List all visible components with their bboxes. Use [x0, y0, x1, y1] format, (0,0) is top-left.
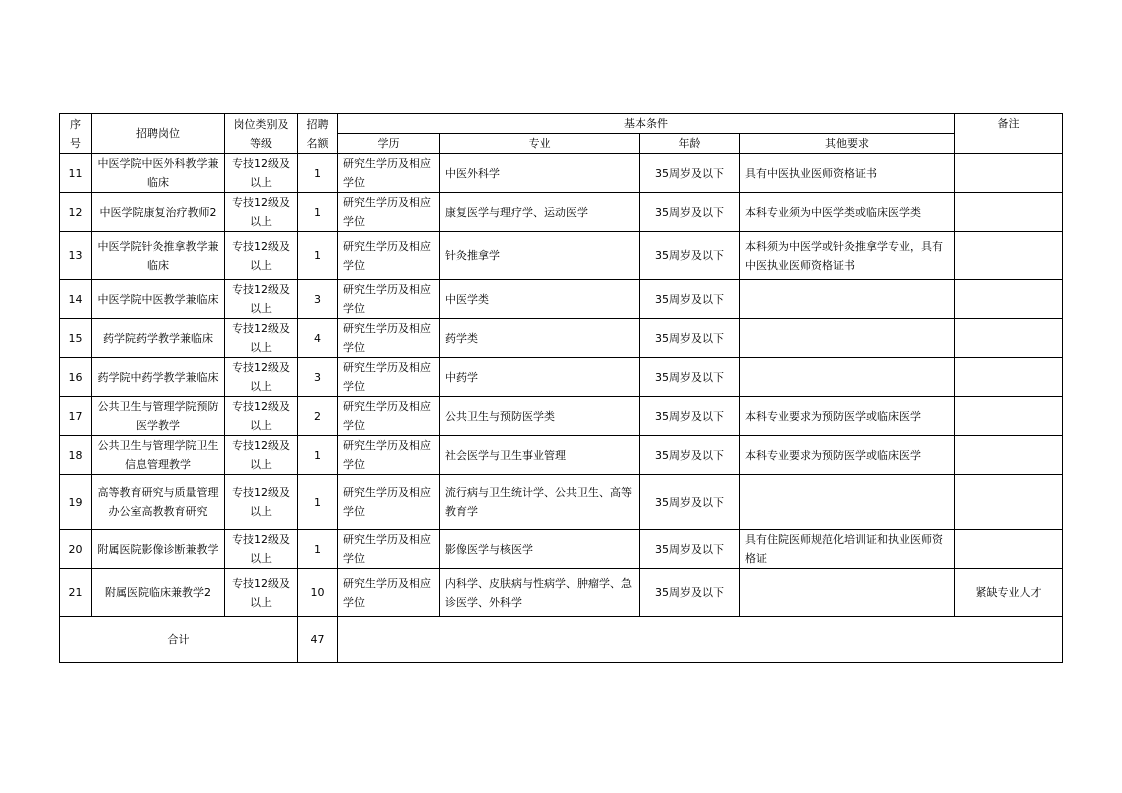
cell-category: 专技12级及以上 [225, 569, 298, 617]
cell-other [740, 475, 955, 530]
cell-major: 流行病与卫生统计学、公共卫生、高等教育学 [440, 475, 640, 530]
cell-education: 研究生学历及相应学位 [338, 280, 440, 319]
cell-seq: 19 [60, 475, 92, 530]
cell-seq: 14 [60, 280, 92, 319]
cell-education: 研究生学历及相应学位 [338, 436, 440, 475]
cell-other [740, 569, 955, 617]
cell-other: 具有住院医师规范化培训证和执业医师资格证 [740, 530, 955, 569]
cell-seq: 11 [60, 154, 92, 193]
cell-position: 附属医院临床兼教学2 [92, 569, 225, 617]
table-row [60, 436, 1063, 475]
cell-major: 中医外科学 [440, 154, 640, 193]
cell-seq: 12 [60, 193, 92, 232]
cell-count: 2 [298, 397, 338, 436]
header-basic-conditions: 基本条件 [338, 114, 955, 134]
cell-age: 35周岁及以下 [640, 436, 740, 475]
cell-position: 公共卫生与管理学院预防医学教学 [92, 397, 225, 436]
cell-other: 本科专业须为中医学类或临床医学类 [740, 193, 955, 232]
cell-count: 1 [298, 436, 338, 475]
cell-age: 35周岁及以下 [640, 319, 740, 358]
cell-age: 35周岁及以下 [640, 397, 740, 436]
cell-count: 4 [298, 319, 338, 358]
cell-age: 35周岁及以下 [640, 358, 740, 397]
cell-education: 研究生学历及相应学位 [338, 569, 440, 617]
cell-other [740, 358, 955, 397]
cell-age: 35周岁及以下 [640, 280, 740, 319]
header-remarks: 备注 [955, 114, 1063, 154]
table-row [60, 319, 1063, 358]
cell-other [740, 280, 955, 319]
header-education: 学历 [338, 134, 440, 154]
header-position: 招聘岗位 [92, 114, 225, 154]
cell-remarks [955, 319, 1063, 358]
header-category: 岗位类别及等级 [225, 114, 298, 154]
cell-major: 社会医学与卫生事业管理 [440, 436, 640, 475]
cell-count: 1 [298, 232, 338, 280]
cell-major: 康复医学与理疗学、运动医学 [440, 193, 640, 232]
cell-other [740, 319, 955, 358]
cell-seq: 17 [60, 397, 92, 436]
cell-age: 35周岁及以下 [640, 232, 740, 280]
recruitment-table [59, 113, 1063, 663]
cell-education: 研究生学历及相应学位 [338, 358, 440, 397]
table-row [60, 154, 1063, 193]
cell-age: 35周岁及以下 [640, 475, 740, 530]
cell-position: 中医学院针灸推拿教学兼临床 [92, 232, 225, 280]
cell-position: 附属医院影像诊断兼教学 [92, 530, 225, 569]
cell-category: 专技12级及以上 [225, 475, 298, 530]
cell-major: 影像医学与核医学 [440, 530, 640, 569]
cell-count: 1 [298, 530, 338, 569]
cell-category: 专技12级及以上 [225, 358, 298, 397]
cell-remarks [955, 154, 1063, 193]
cell-count: 10 [298, 569, 338, 617]
total-count: 47 [298, 617, 338, 663]
cell-position: 中医学院中医外科教学兼临床 [92, 154, 225, 193]
cell-remarks [955, 280, 1063, 319]
cell-education: 研究生学历及相应学位 [338, 319, 440, 358]
total-row [60, 617, 1063, 663]
cell-age: 35周岁及以下 [640, 530, 740, 569]
cell-position: 高等教育研究与质量管理办公室高教教育研究 [92, 475, 225, 530]
cell-major: 内科学、皮肤病与性病学、肿瘤学、急诊医学、外科学 [440, 569, 640, 617]
cell-remarks [955, 232, 1063, 280]
cell-age: 35周岁及以下 [640, 569, 740, 617]
cell-seq: 13 [60, 232, 92, 280]
cell-seq: 16 [60, 358, 92, 397]
cell-remarks [955, 530, 1063, 569]
cell-category: 专技12级及以上 [225, 193, 298, 232]
cell-education: 研究生学历及相应学位 [338, 530, 440, 569]
cell-education: 研究生学历及相应学位 [338, 397, 440, 436]
cell-position: 中医学院中医教学兼临床 [92, 280, 225, 319]
cell-category: 专技12级及以上 [225, 154, 298, 193]
cell-remarks [955, 436, 1063, 475]
table-row [60, 569, 1063, 617]
header-other: 其他要求 [740, 134, 955, 154]
table-row [60, 232, 1063, 280]
cell-remarks [955, 397, 1063, 436]
cell-position: 公共卫生与管理学院卫生信息管理教学 [92, 436, 225, 475]
cell-count: 1 [298, 154, 338, 193]
header-major: 专业 [440, 134, 640, 154]
cell-major: 中药学 [440, 358, 640, 397]
cell-category: 专技12级及以上 [225, 232, 298, 280]
cell-category: 专技12级及以上 [225, 280, 298, 319]
cell-education: 研究生学历及相应学位 [338, 475, 440, 530]
cell-other: 本科专业要求为预防医学或临床医学 [740, 436, 955, 475]
header-seq: 序号 [60, 114, 92, 154]
cell-major: 药学类 [440, 319, 640, 358]
total-label: 合计 [60, 617, 298, 663]
cell-category: 专技12级及以上 [225, 530, 298, 569]
cell-position: 药学院中药学教学兼临床 [92, 358, 225, 397]
cell-count: 1 [298, 193, 338, 232]
header-age: 年龄 [640, 134, 740, 154]
cell-category: 专技12级及以上 [225, 319, 298, 358]
cell-major: 中医学类 [440, 280, 640, 319]
total-empty [338, 617, 1063, 663]
cell-age: 35周岁及以下 [640, 154, 740, 193]
table-row [60, 280, 1063, 319]
cell-category: 专技12级及以上 [225, 397, 298, 436]
cell-remarks [955, 193, 1063, 232]
cell-remarks [955, 475, 1063, 530]
header-count: 招聘名额 [298, 114, 338, 154]
table-row [60, 530, 1063, 569]
cell-other: 本科专业要求为预防医学或临床医学 [740, 397, 955, 436]
cell-position: 药学院药学教学兼临床 [92, 319, 225, 358]
cell-education: 研究生学历及相应学位 [338, 154, 440, 193]
cell-count: 3 [298, 358, 338, 397]
header-row-1 [60, 114, 1063, 134]
table-row [60, 475, 1063, 530]
cell-remarks [955, 358, 1063, 397]
cell-major: 针灸推拿学 [440, 232, 640, 280]
cell-major: 公共卫生与预防医学类 [440, 397, 640, 436]
table-row [60, 358, 1063, 397]
cell-count: 1 [298, 475, 338, 530]
cell-age: 35周岁及以下 [640, 193, 740, 232]
cell-remarks: 紧缺专业人才 [955, 569, 1063, 617]
cell-seq: 18 [60, 436, 92, 475]
table-row [60, 193, 1063, 232]
cell-seq: 21 [60, 569, 92, 617]
cell-seq: 15 [60, 319, 92, 358]
cell-count: 3 [298, 280, 338, 319]
cell-seq: 20 [60, 530, 92, 569]
cell-position: 中医学院康复治疗教师2 [92, 193, 225, 232]
cell-other: 本科须为中医学或针灸推拿学专业，具有中医执业医师资格证书 [740, 232, 955, 280]
cell-education: 研究生学历及相应学位 [338, 232, 440, 280]
cell-category: 专技12级及以上 [225, 436, 298, 475]
cell-education: 研究生学历及相应学位 [338, 193, 440, 232]
table-row [60, 397, 1063, 436]
cell-other: 具有中医执业医师资格证书 [740, 154, 955, 193]
